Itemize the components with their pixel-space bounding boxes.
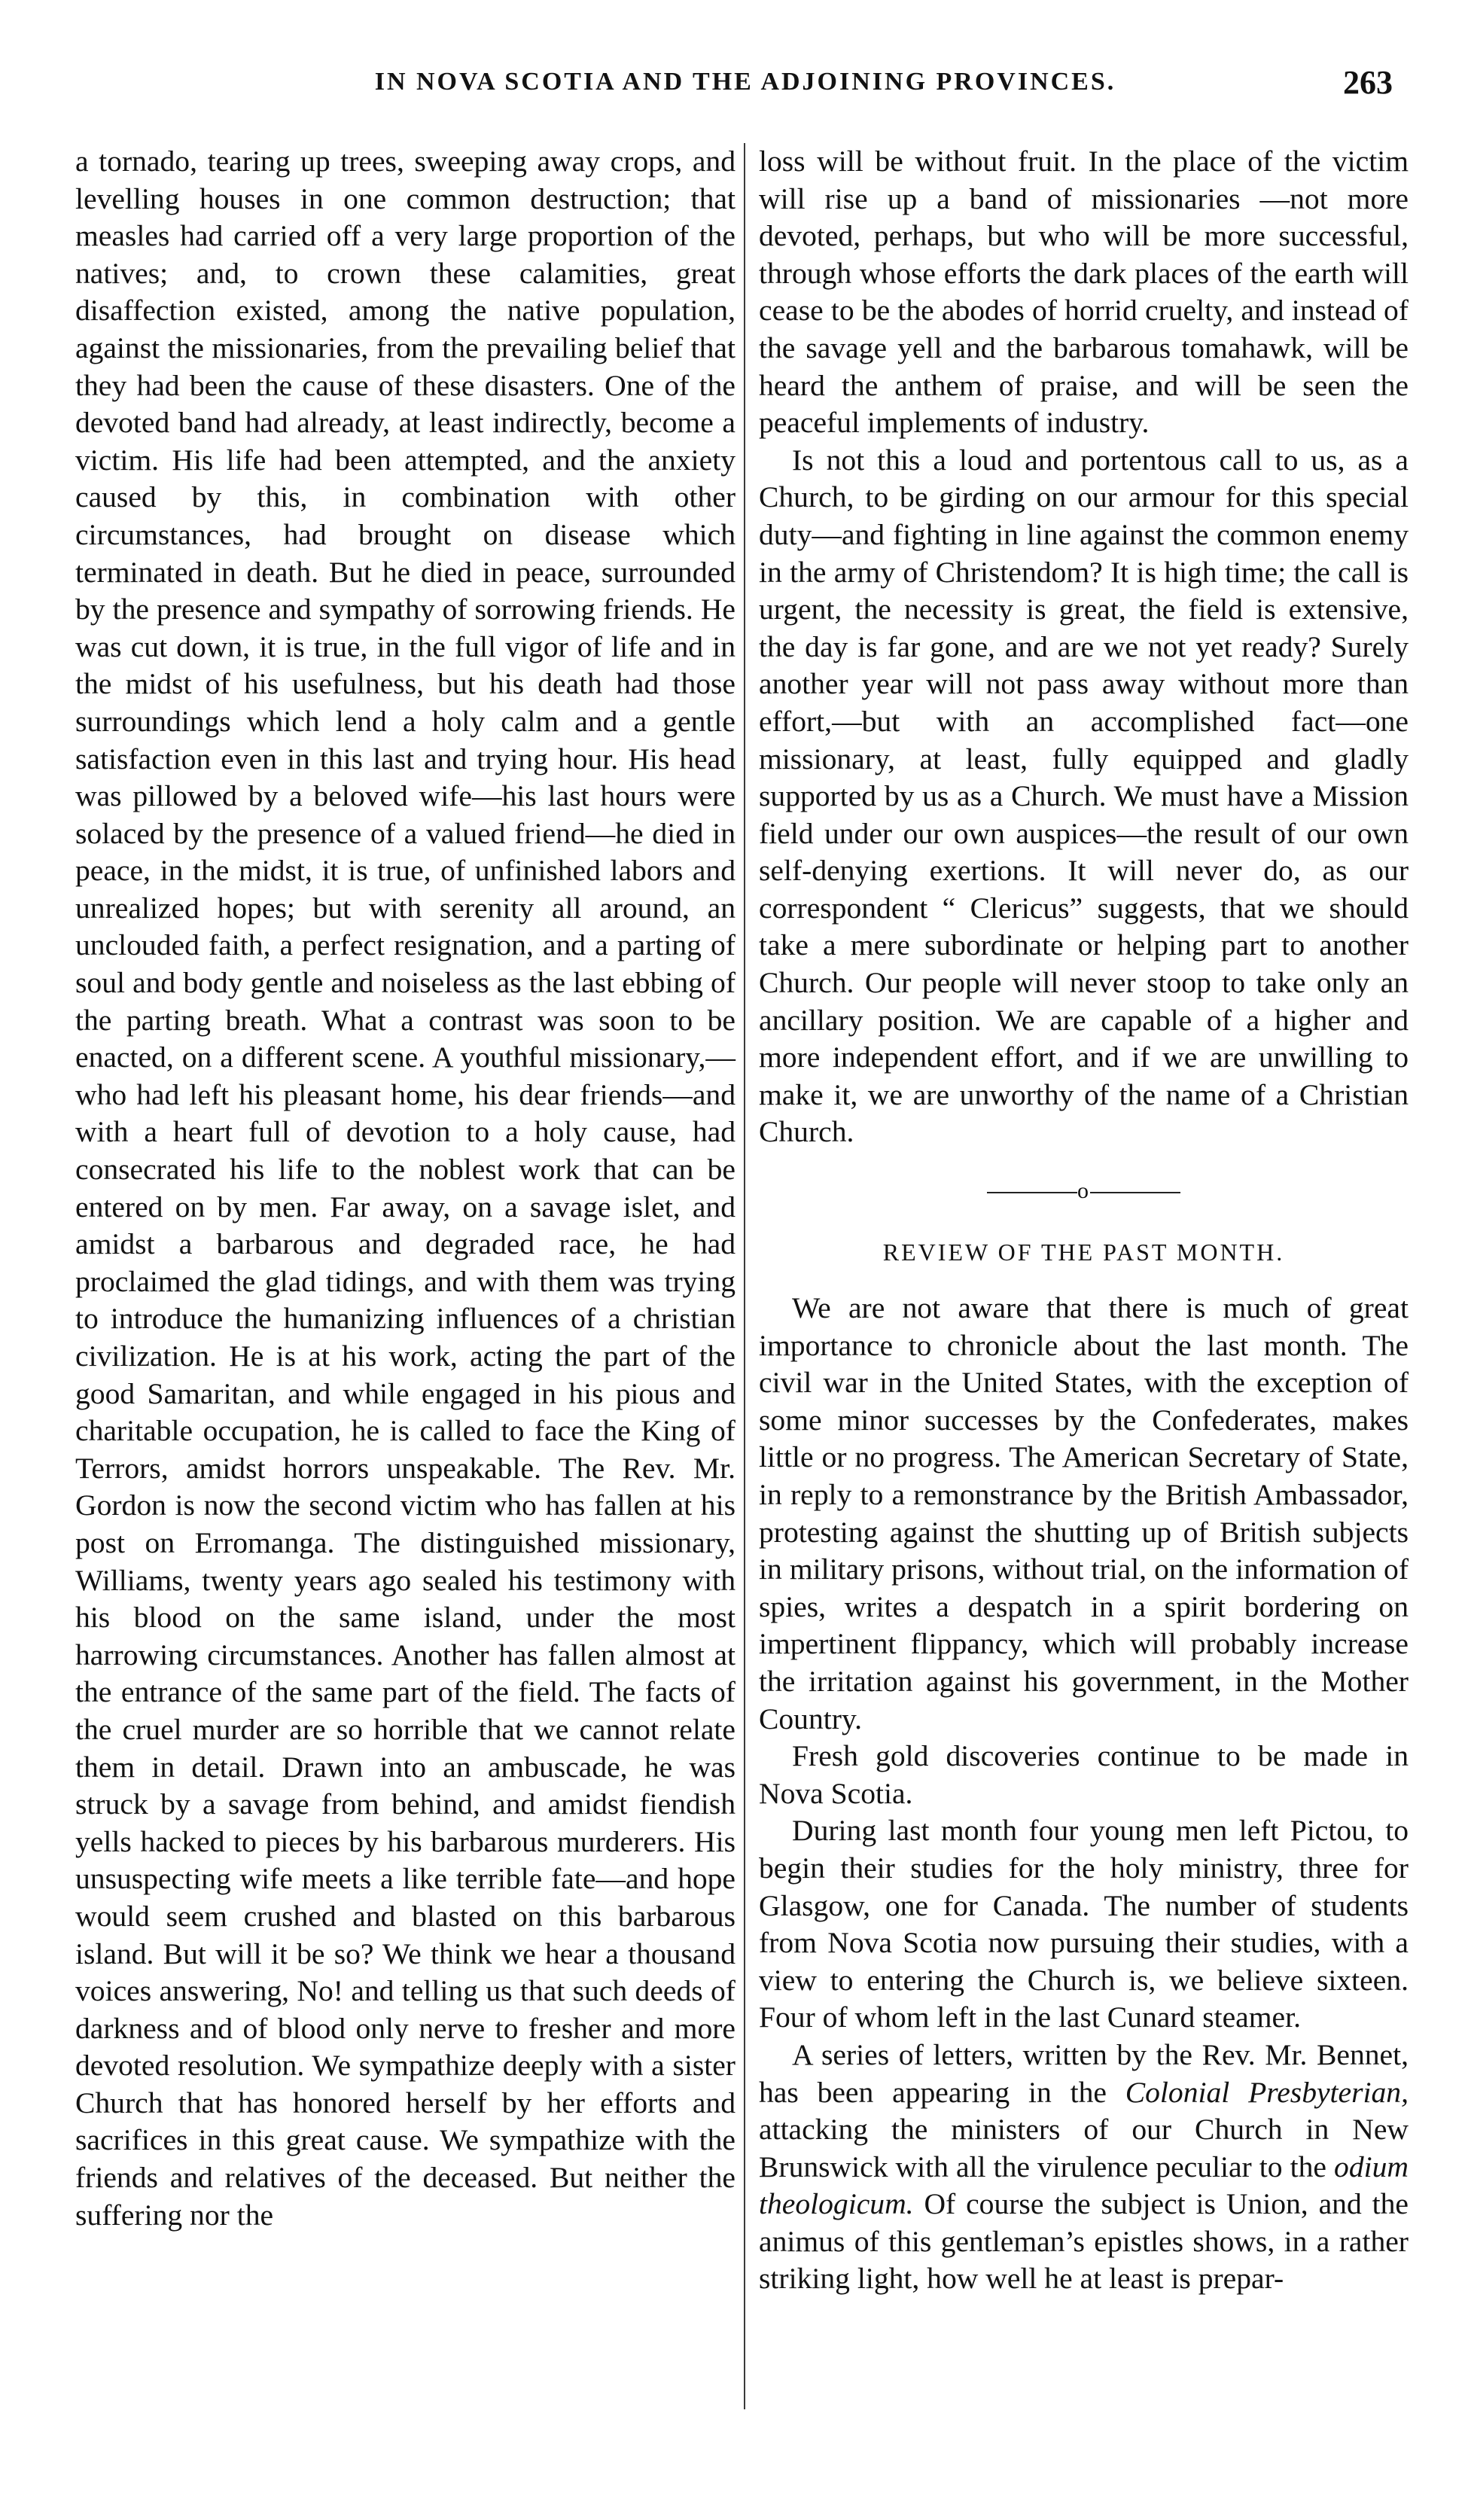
left-column bbox=[75, 143, 736, 2234]
page-number: 263 bbox=[1343, 64, 1393, 101]
section-separator bbox=[759, 1180, 1409, 1202]
separator-rule-left bbox=[987, 1192, 1077, 1193]
running-title: IN NOVA SCOTIA AND THE ADJOINING PROVINCES. bbox=[374, 68, 1116, 96]
paragraph: loss will be without fruit. In the place of the victim will rise up a band of missionaries —not more devoted, perhaps, but who will be more successful, through whose efforts the dark places of the earth will cease to be the abodes of horrid cruelty, and instead of the savage yell and the barbarous tomahawk, will be heard the anthem of praise, and will be seen the peaceful implements of industry. bbox=[759, 145, 1409, 440]
paragraph: Is not this a loud and portentous call to us, as a Church, to be girding on our armour for this special duty—and fighting in line against the common enemy in the army of Christendom? It is high time; the call is urgent, the necessity is great, the field is extensive, the day is far gone, and are we not yet ready? Surely another year will not pass away without more than effort,—but with an accomplished fact—one missionary, at least, fully equipped and gladly supported by us as a Church. We must have a Mission field under our own auspices—the result of our own self-denying exertions. It will never do, as our correspondent “ Clericus” suggests, that we should take a mere subordinate or helping part to another Church. Our people will never stoop to take only an ancillary position. We are capable of a higher and more independent effort, and if we are unwilling to make it, we are unworthy of the name of a Christian Church. bbox=[759, 443, 1409, 1149]
paragraph: We are not aware that there is much of great importance to chronicle about the last month. The civil war in the United States, with the exception of some minor successes by the Confederates, makes little or no progress. The American Secretary of State, in reply to a remonstrance by the British Ambassador, protesting against the shutting up of British subjects in military prisons, without trial, on the information of spies, writes a despatch in a spirit bordering on impertinent flippancy, which will probably increase the irritation against his government, in the Mother Country. bbox=[759, 1291, 1409, 1735]
italic-publication-title: Colonial Presbyterian, bbox=[1125, 2075, 1409, 2109]
separator-mark: o bbox=[1077, 1178, 1090, 1204]
text-run: A series of letters, written by the Rev. Mr. Bennet, has been appearing in the bbox=[759, 2037, 1409, 2109]
separator-rule-right bbox=[1090, 1192, 1180, 1193]
column-divider bbox=[744, 143, 745, 2409]
paragraph: a tornado, tearing up trees, sweeping away crops, and levelling houses in one common destruction; that measles had carried off a very large proportion of the natives; and, to crown these calamities, great disaffection existed, among the native population, against the missionaries, from the prevailing belief that they had been the cause of these disasters. One of the devoted band had already, at least indirectly, become a victim. His life had been attempted, and the anxiety caused by this, in combination with other circumstances, had brought on disease which terminated in death. But he died in peace, surrounded by the presence and sympathy of sorrowing friends. He was cut down, it is true, in the full vigor of life and in the midst of his usefulness, but his death had those surroundings which lend a holy calm and a gentle satisfaction even in this last and trying hour. His head was pillowed by a beloved wife—his last hours were solaced by the presence of a valued friend—he died in peace, in the midst, it is true, of unfinished labors and unrealized hopes; but with serenity all around, an unclouded faith, a perfect resignation, and a parting of soul and body gentle and noiseless as the last ebbing of the parting breath. What a contrast was soon to be enacted, on a different scene. A youthful missionary,—who had left his pleasant home, his dear friends—and with a heart full of devotion to a holy cause, had consecrated his life to the noblest work that can be entered on by men. Far away, on a savage islet, and amidst a barbarous and degraded race, he had proclaimed the glad tidings, and with them was trying to introduce the humanizing influences of a christian civilization. He is at his work, acting the part of the good Samaritan, and while engaged in his pious and charitable occupation, he is called to face the King of Terrors, amidst horrors unspeakable. The Rev. Mr. Gordon is now the second victim who has fallen at his post on Erromanga. The distinguished missionary, Williams, twenty years ago sealed his testimony with his blood on the same island, under the most harrowing circumstances. Another has fallen almost at the entrance of the same part of the field. The facts of the cruel murder are so horrible that we cannot relate them in detail. Drawn into an ambuscade, he was struck by a savage from behind, and amidst fiendish yells hacked to pieces by his barbarous murderers. His unsuspecting wife meets a like terrible fate—and hope would seem crushed and blasted on this barbarous island. But will it be so? We think we hear a thousand voices answering, No! and telling us that such deeds of darkness and of blood only nerve to fresher and more devoted resolution. We sympathize deeply with a sister Church that has honored herself by her efforts and sacrifices in this great cause. We sympathize with the friends and relatives of the deceased. But neither the suffering nor the bbox=[75, 145, 736, 2232]
paragraph: During last month four young men left Pictou, to begin their studies for the holy ministry, three for Glasgow, one for Canada. The number of students from Nova Scotia now pursuing their studies, with a view to entering the Church is, we believe sixteen. Four of whom left in the last Cunard steamer. bbox=[759, 1814, 1409, 2034]
paragraph: Fresh gold discoveries continue to be made in Nova Scotia. bbox=[759, 1739, 1409, 1810]
section-heading: REVIEW OF THE PAST MONTH. bbox=[882, 1239, 1285, 1266]
italic-latin-phrase: odium theologicum. bbox=[759, 2150, 1409, 2221]
paragraph bbox=[759, 2037, 1409, 2298]
text-run: attacking the ministers of our Church in New Brunswick with all the virulence peculiar to the bbox=[759, 2113, 1409, 2183]
running-head bbox=[105, 64, 1393, 113]
right-column bbox=[759, 143, 1409, 2298]
text-run: Of course the subject is Union, and the animus of this gentleman’s epistles shows, in a rather striking light, how well he at least is prepar- bbox=[759, 2187, 1409, 2296]
